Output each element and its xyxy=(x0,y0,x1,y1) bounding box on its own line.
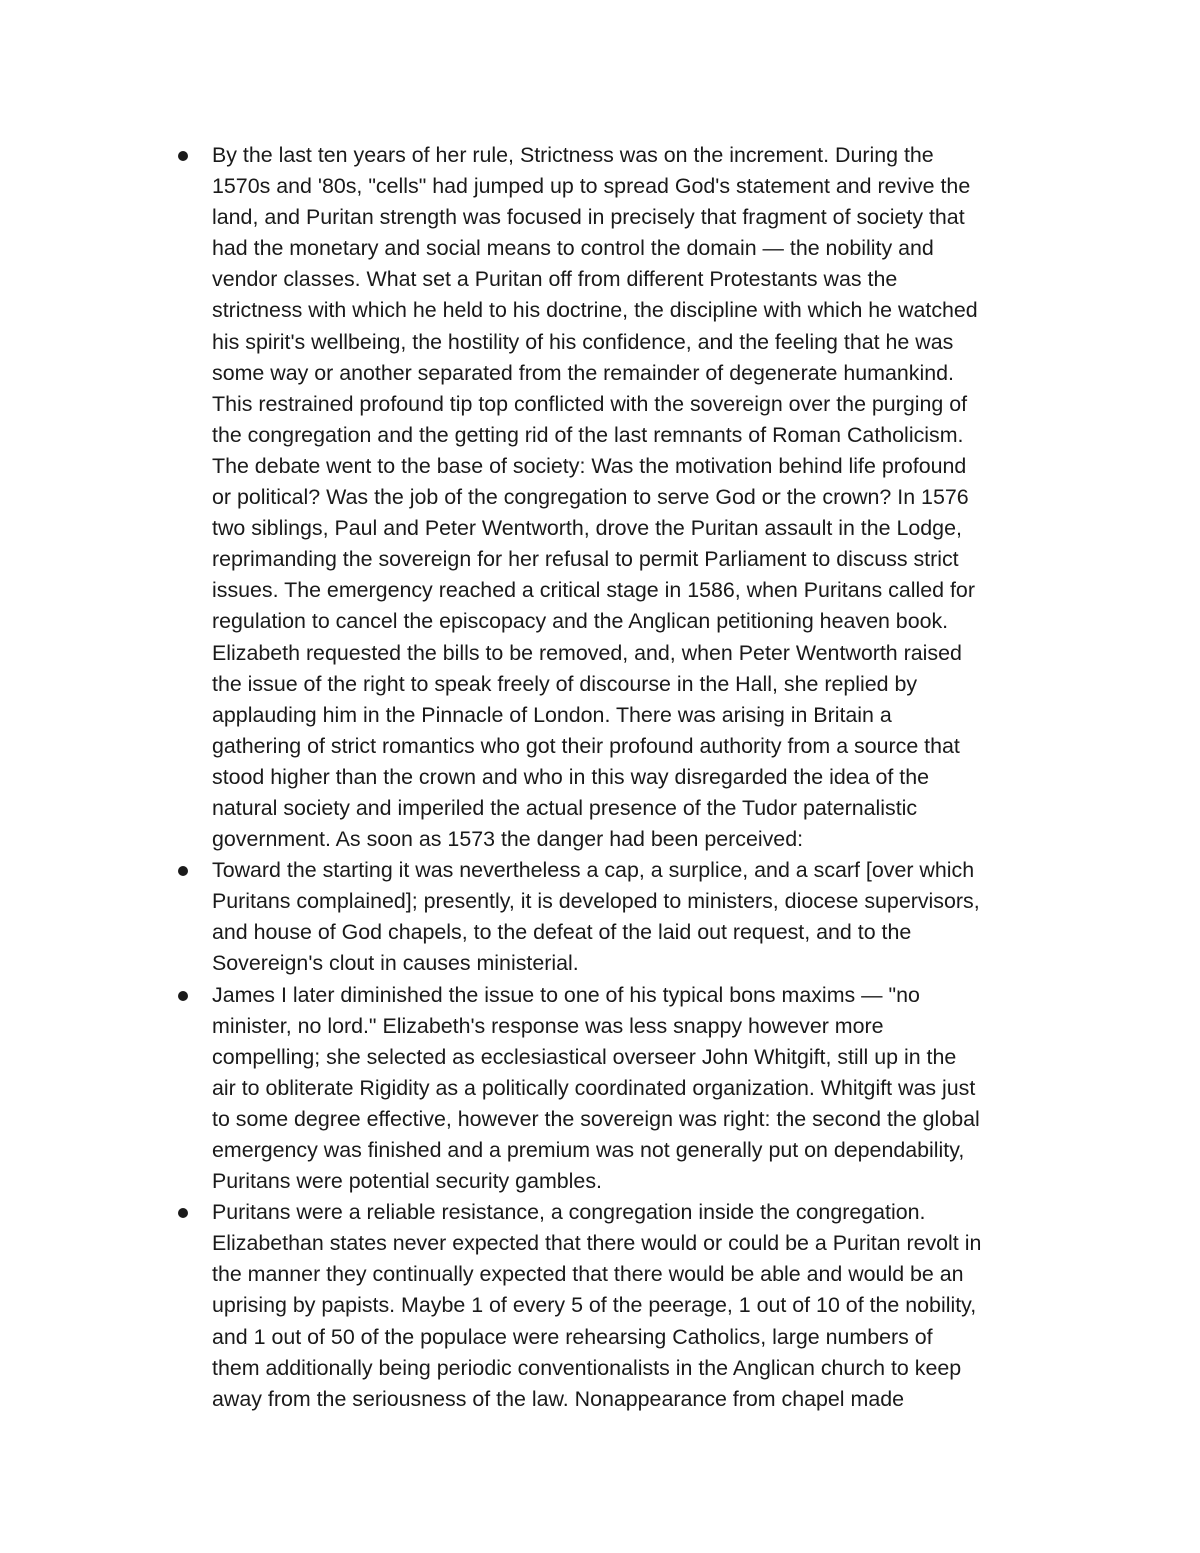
bullet-icon xyxy=(178,1208,188,1218)
list-item xyxy=(0,1197,1200,1415)
bullet-icon xyxy=(178,866,188,876)
list-item xyxy=(0,855,1200,979)
list-item-text: Toward the starting it was nevertheless a cap, a surplice, and a scarf [over which Puritans complained]; presently, it is developed to ministers, diocese supervisors, and house of God chapels, to the defeat of the laid out request, and to the Sovereign's clout in causes ministerial. xyxy=(212,858,980,976)
list-item xyxy=(0,980,1200,1198)
list-item-text: By the last ten years of her rule, Strictness was on the increment. During the 1570s and '80s, "cells" had jumped up to spread God's statement and revive the land, and Puritan strength was focused in precisely that fragment of society that had the monetary and social means to control the domain — the nobility and vendor classes. What set a Puritan off from different Protestants was the strictness with which he held to his doctrine, the discipline with which he watched his spirit's wellbeing, the hostility of his confidence, and the feeling that he was some way or another separated from the remainder of degenerate humankind. This restrained profound tip top conflicted with the sovereign over the purging of the congregation and the getting rid of the last remnants of Roman Catholicism. The debate went to the base of society: Was the motivation behind life profound or political? Was the job of the congregation to serve God or the crown? In 1576 two siblings, Paul and Peter Wentworth, drove the Puritan assault in the Lodge, reprimanding the sovereign for her refusal to permit Parliament to discuss strict issues. The emergency reached a critical stage in 1586, when Puritans called for regulation to cancel the episcopacy and the Anglican petitioning heaven book. Elizabeth requested the bills to be removed, and, when Peter Wentworth raised the issue of the right to speak freely of discourse in the Hall, she replied by applauding him in the Pinnacle of London. There was arising in Britain a gathering of strict romantics who got their profound authority from a source that stood higher than the crown and who in this way disregarded the idea of the natural society and imperiled the actual presence of the Tudor paternalistic government. As soon as 1573 the danger had been perceived: xyxy=(212,143,978,852)
list-item xyxy=(0,140,1200,855)
bullet-list xyxy=(0,140,1200,1415)
bullet-icon xyxy=(178,151,188,161)
list-item-text: Puritans were a reliable resistance, a congregation inside the congregation. Elizabethan states never expected that there would or could be a Puritan revolt in the manner they continually expected that there would be able and would be an uprising by papists. Maybe 1 of every 5 of the peerage, 1 out of 10 of the nobility, and 1 out of 50 of the populace were rehearsing Catholics, large numbers of them additionally being periodic conventionalists in the Anglican church to keep away from the seriousness of the law. Nonappearance from chapel made xyxy=(212,1200,982,1411)
list-item-text: James I later diminished the issue to one of his typical bons maxims — "no minister, no lord." Elizabeth's response was less snappy however more compelling; she selected as ecclesiastical overseer John Whitgift, still up in the air to obliterate Rigidity as a politically coordinated organization. Whitgift was just to some degree effective, however the sovereign was right: the second the global emergency was finished and a premium was not generally put on dependability, Puritans were potential security gambles. xyxy=(212,982,980,1194)
bullet-icon xyxy=(178,991,188,1001)
